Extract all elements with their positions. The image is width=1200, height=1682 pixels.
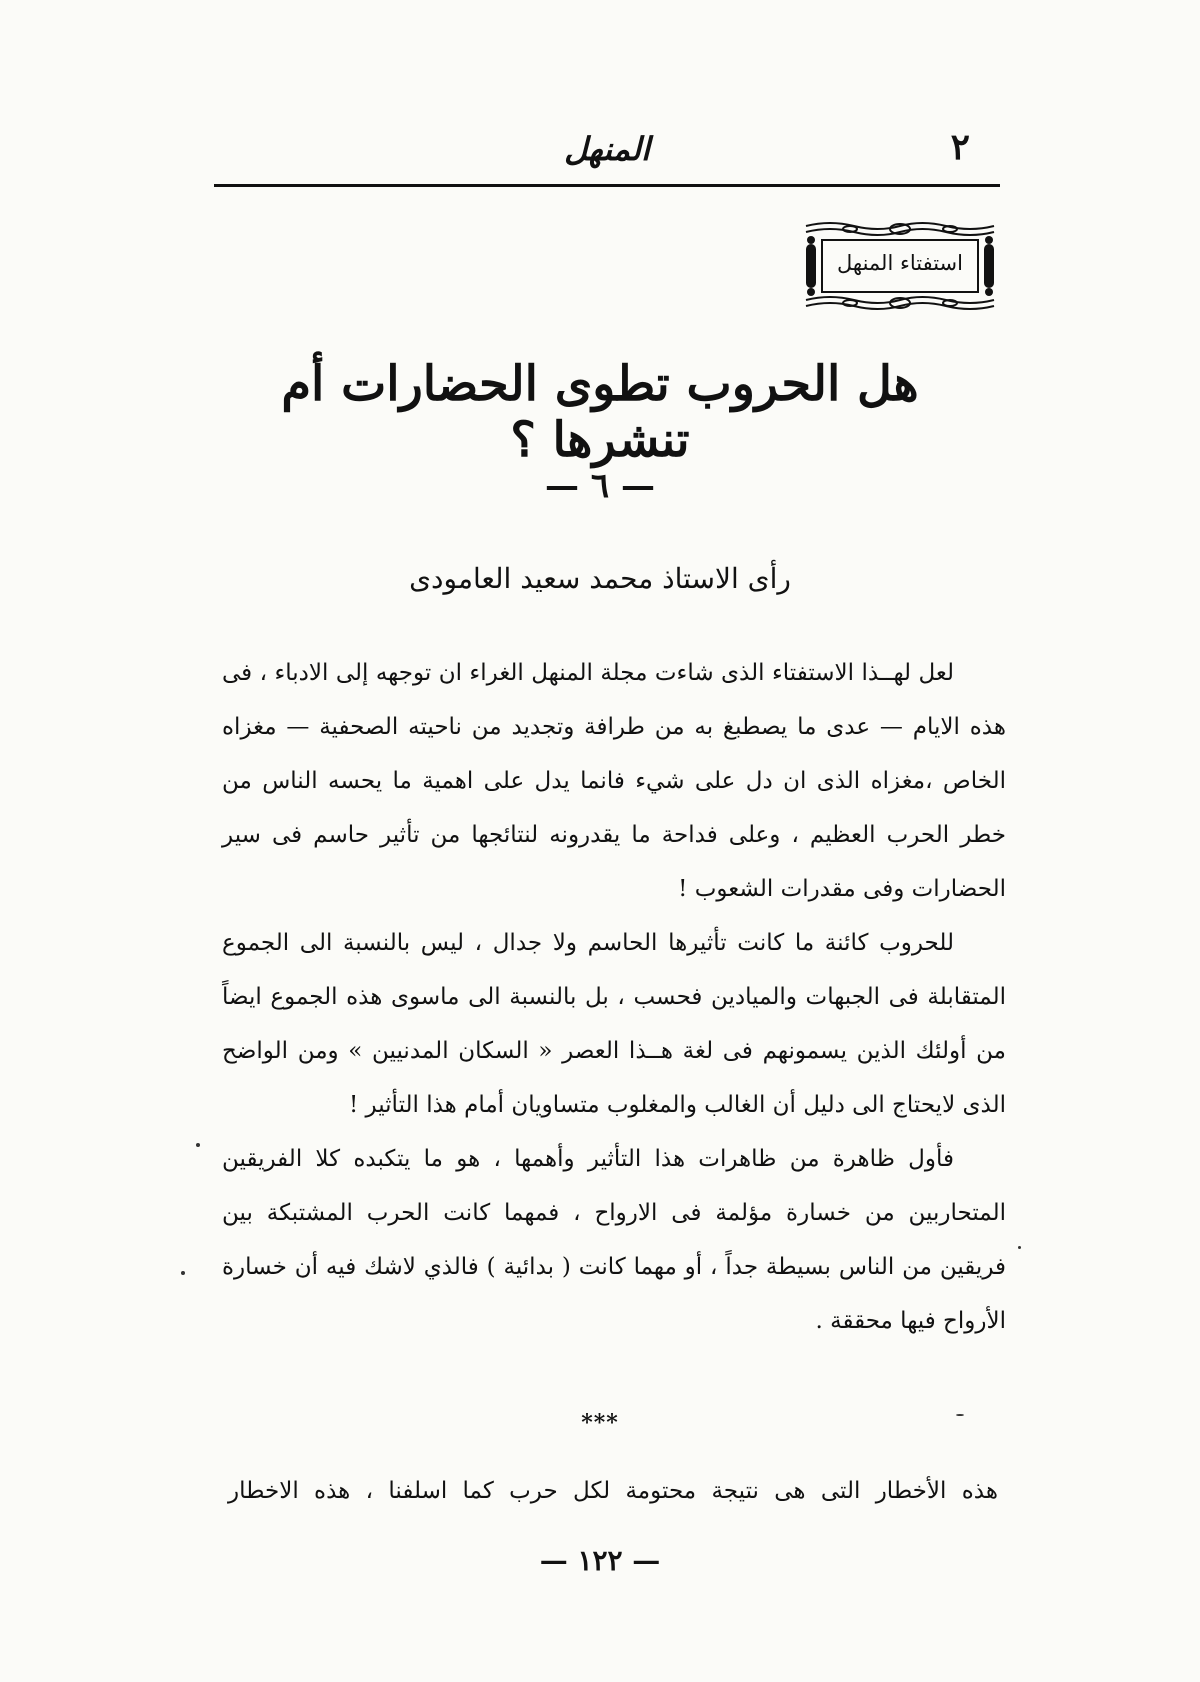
footer-page-number: — ١٢٢ — [539, 1544, 661, 1577]
section-cartouche [800, 218, 1000, 314]
page-header [214, 118, 1000, 178]
section-separator: *** [581, 1410, 619, 1436]
paragraph: للحروب كائنة ما كانت تأثيرها الحاسم ولا جدال ، ليس بالنسبة الى الجموع المتقابلة فى الجبهات والميادين فحسب ، بل بالنسبة الى ماسوى هذه الجموع ايضاً من أولئك الذين يسمونهم فى لغة هــذا العصر « السكان المدنيين » ومن الواضح الذى لايحتاج الى دليل أن الغالب والمغلوب متساويان أمام هذا التأثير ! [222, 930, 1006, 1118]
header-divider [214, 184, 1000, 187]
scan-speck [181, 1271, 185, 1275]
header-page-number: ٢ [950, 126, 970, 168]
section-label: استفتاء المنهل [837, 251, 963, 275]
article-byline: رأى الاستاذ محمد سعيد العامودى [409, 562, 791, 595]
continuation-line: هذه الأخطار التى هى نتيجة محتومة لكل حرب كما اسلفنا ، هذه الاخطار [228, 1478, 998, 1504]
magazine-name: المنهل [564, 130, 650, 168]
article-title: هل الحروب تطوى الحضارات أم تنشرها ؟ [281, 356, 919, 468]
scan-speck [956, 1414, 964, 1416]
scan-speck [1018, 1246, 1021, 1249]
scan-speck [196, 1143, 200, 1147]
part-number: — ٦ — [545, 466, 655, 506]
article-body [222, 646, 1006, 1348]
paragraph: فأول ظاهرة من ظاهرات هذا التأثير وأهمها ، هو ما يتكبده كلا الفريقين المتحاربين من خسارة مؤلمة فى الارواح ، فمهما كانت الحرب المشتبكة بين فريقين من الناس بسيطة جداً ، أو مهما كانت ( بدائية ) فالذي لاشك فيه أن خسارة الأرواح فيها محققة . [222, 1146, 1006, 1334]
paragraph: لعل لهــذا الاستفتاء الذى شاءت مجلة المنهل الغراء ان توجهه إلى الادباء ، فى هذه الايام — عدى ما يصطبغ به من طرافة وتجديد من ناحيته الصحفية — مغزاه الخاص ،مغزاه الذى ان دل على شيء فانما يدل على اهمية ما يحسه الناس من خطر الحرب العظيم ، وعلى فداحة ما يقدرونه لنتائجها من تأثير حاسم فى سير الحضارات وفى مقدرات الشعوب ! [222, 660, 1006, 902]
